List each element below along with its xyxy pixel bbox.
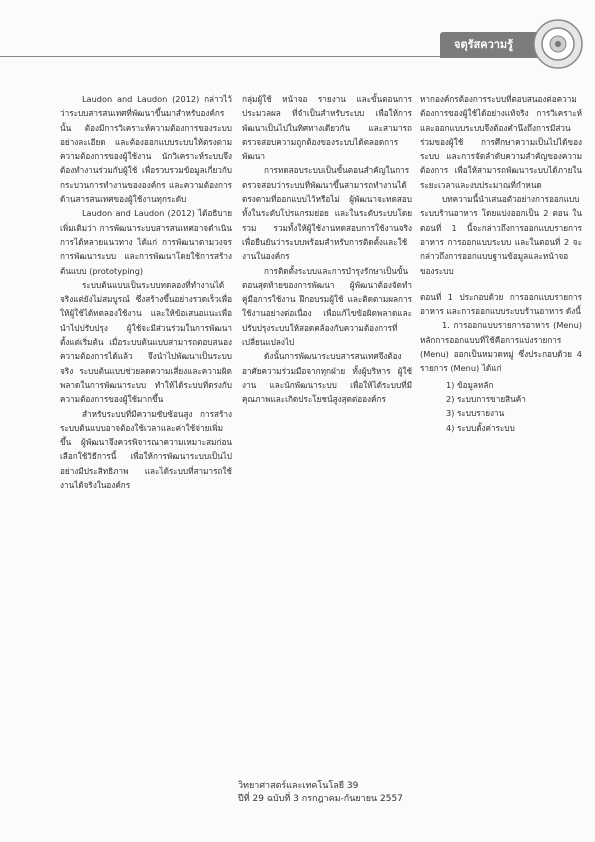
list-item: 3) ระบบรายงาน [446,408,505,419]
col2-paragraph-3: การติดตั้งระบบและการบำรุงรักษาเป็นขั้นตอนสุดท้ายของการพัฒนา ผู้พัฒนาต้องจัดทำคู่มือการใช้งาน ฝึกอบรมผู้ใช้ และติดตามผลการใช้งานอย่างต่อเนื่อง เพื่อแก้ไขข้อผิดพลาดและปรับปรุงระบบให้สอดคล้องกับความต้องการที่เปลี่ยนแปลงไป [242,265,412,348]
col2-paragraph-2: การทดสอบระบบเป็นขั้นตอนสำคัญในการตรวจสอบว่าระบบที่พัฒนาขึ้นสามารถทำงานได้ตรงตามที่ออกแบบไว้หรือไม่ ผู้พัฒนาจะทดสอบทั้งในระดับโปรแกรมย่อย และในระดับระบบโดยรวม รวมทั้งให้ผู้ใช้งานทดสอบการใช้งานจริง เพื่อยืนยันว่าระบบพร้อมสำหรับการติดตั้งและใช้งานในองค์กร [242,165,412,262]
column-1 [60,92,232,492]
col2-paragraph-1: กลุ่มผู้ใช้ หน้าจอ รายงาน และขั้นตอนการประมวลผล ที่จำเป็นสำหรับระบบ เพื่อให้การพัฒนาเป็นไปในทิศทางเดียวกัน และสามารถตรวจสอบความถูกต้องของระบบได้ตลอดการพัฒนา [242,94,412,162]
list-item: 2) ระบบการขายสินค้า [446,393,526,404]
footer-journal: วิทยาศาสตร์และเทคโนโลยี 39 [238,781,359,791]
list-item: 1) ข้อมูลหลัก [446,379,494,390]
column-3 [420,92,582,435]
section-tab-label: จตุรัสความรู้ [454,38,514,51]
col3-paragraph-3: ตอนที่ 1 ประกอบด้วย การออกแบบรายการอาหาร และการออกแบบระบบร้านอาหาร ดังนี้ [420,291,582,317]
page-footer [238,780,418,806]
col1-paragraph-2: Laudon and Laudon (2012) ได้อธิบายเพิ่มเติมว่า การพัฒนาระบบสารสนเทศอาจดำเนินการได้หลายแนวทาง ได้แก่ การพัฒนาตามวงจรการพัฒนาระบบ และการพัฒนาโดยใช้การสร้างต้นแบบ (prototyping) [60,208,232,276]
section-tab [440,32,538,58]
column-2 [242,92,412,407]
target-icon [528,14,588,74]
col3-paragraph-1: หากองค์กรต้องการระบบที่ตอบสนองต่อความต้องการของผู้ใช้ได้อย่างแท้จริง การวิเคราะห์และออกแบบระบบจึงต้องคำนึงถึงการมีส่วนร่วมของผู้ใช้ การศึกษาความเป็นไปได้ของระบบ และการจัดลำดับความสำคัญของความต้องการ เพื่อให้สามารถพัฒนาระบบได้ภายในระยะเวลาและงบประมาณที่กำหนด [420,94,582,190]
col1-paragraph-3: ระบบต้นแบบเป็นระบบทดลองที่ทำงานได้จริงแต่ยังไม่สมบูรณ์ ซึ่งสร้างขึ้นอย่างรวดเร็วเพื่อให้ผู้ใช้ได้ทดลองใช้งาน และให้ข้อเสนอแนะเพื่อนำไปปรับปรุง ผู้ใช้จะมีส่วนร่วมในการพัฒนาตั้งแต่เริ่มต้น เมื่อระบบต้นแบบสามารถตอบสนองความต้องการได้แล้ว จึงนำไปพัฒนาเป็นระบบจริง ระบบต้นแบบช่วยลดความเสี่ยงและความผิดพลาดในการพัฒนาระบบ ทำให้ได้ระบบที่ตรงกับความต้องการของผู้ใช้มากขึ้น [60,279,232,405]
col3-paragraph-2: บทความนี้นำเสนอตัวอย่างการออกแบบระบบร้านอาหาร โดยแบ่งออกเป็น 2 ตอน ในตอนที่ 1 นี้จะกล่าวถึงการออกแบบรายการอาหาร การออกแบบระบบ และในตอนที่ 2 จะกล่าวถึงการออกแบบฐานข้อมูลและหน้าจอของระบบ [420,194,582,276]
col1-paragraph-4: สำหรับระบบที่มีความซับซ้อนสูง การสร้างระบบต้นแบบอาจต้องใช้เวลาและค่าใช้จ่ายเพิ่มขึ้น ผู้พัฒนาจึงควรพิจารณาความเหมาะสมก่อนเลือกใช้วิธีการนี้ เพื่อให้การพัฒนาระบบเป็นไปอย่างมีประสิทธิภาพ และได้ระบบที่สามารถใช้งานได้จริงในองค์กร [60,408,232,491]
col2-paragraph-4: ดังนั้นการพัฒนาระบบสารสนเทศจึงต้องอาศัยความร่วมมือจากทุกฝ่าย ทั้งผู้บริหาร ผู้ใช้งาน และนักพัฒนาระบบ เพื่อให้ได้ระบบที่มีคุณภาพและเกิดประโยชน์สูงสุดต่อองค์กร [242,351,412,405]
list-item: 4) ระบบตั้งค่าระบบ [446,422,515,433]
paragraph-gap [420,278,582,290]
menu-list [446,378,582,435]
col1-paragraph-1: Laudon and Laudon (2012) กล่าวไว้ว่าระบบสารสนเทศที่พัฒนาขึ้นมาสำหรับองค์กรนั้น ต้องมีการวิเคราะห์ความต้องการของระบบอย่างละเอียด และต้องออกแบบระบบให้ตรงตามความต้องการของผู้ใช้งาน นักวิเคราะห์ระบบจึงต้องทำงานร่วมกับผู้ใช้ เพื่อรวบรวมข้อมูลเกี่ยวกับกระบวนการทำงานขององค์กร และความต้องการด้านสารสนเทศของผู้ใช้งานทุกระดับ [60,94,232,205]
col3-paragraph-4: 1. การออกแบบรายการอาหาร (Menu) หลักการออกแบบที่ใช้คือการแบ่งรายการ (Menu) ออกเป็นหมวดหมู่ ซึ่งประกอบด้วย 4 รายการ (Menu) ได้แก่ [420,320,582,374]
footer-issue: ปีที่ 29 ฉบับที่ 3 กรกฎาคม-กันยายน 2557 [238,794,403,804]
